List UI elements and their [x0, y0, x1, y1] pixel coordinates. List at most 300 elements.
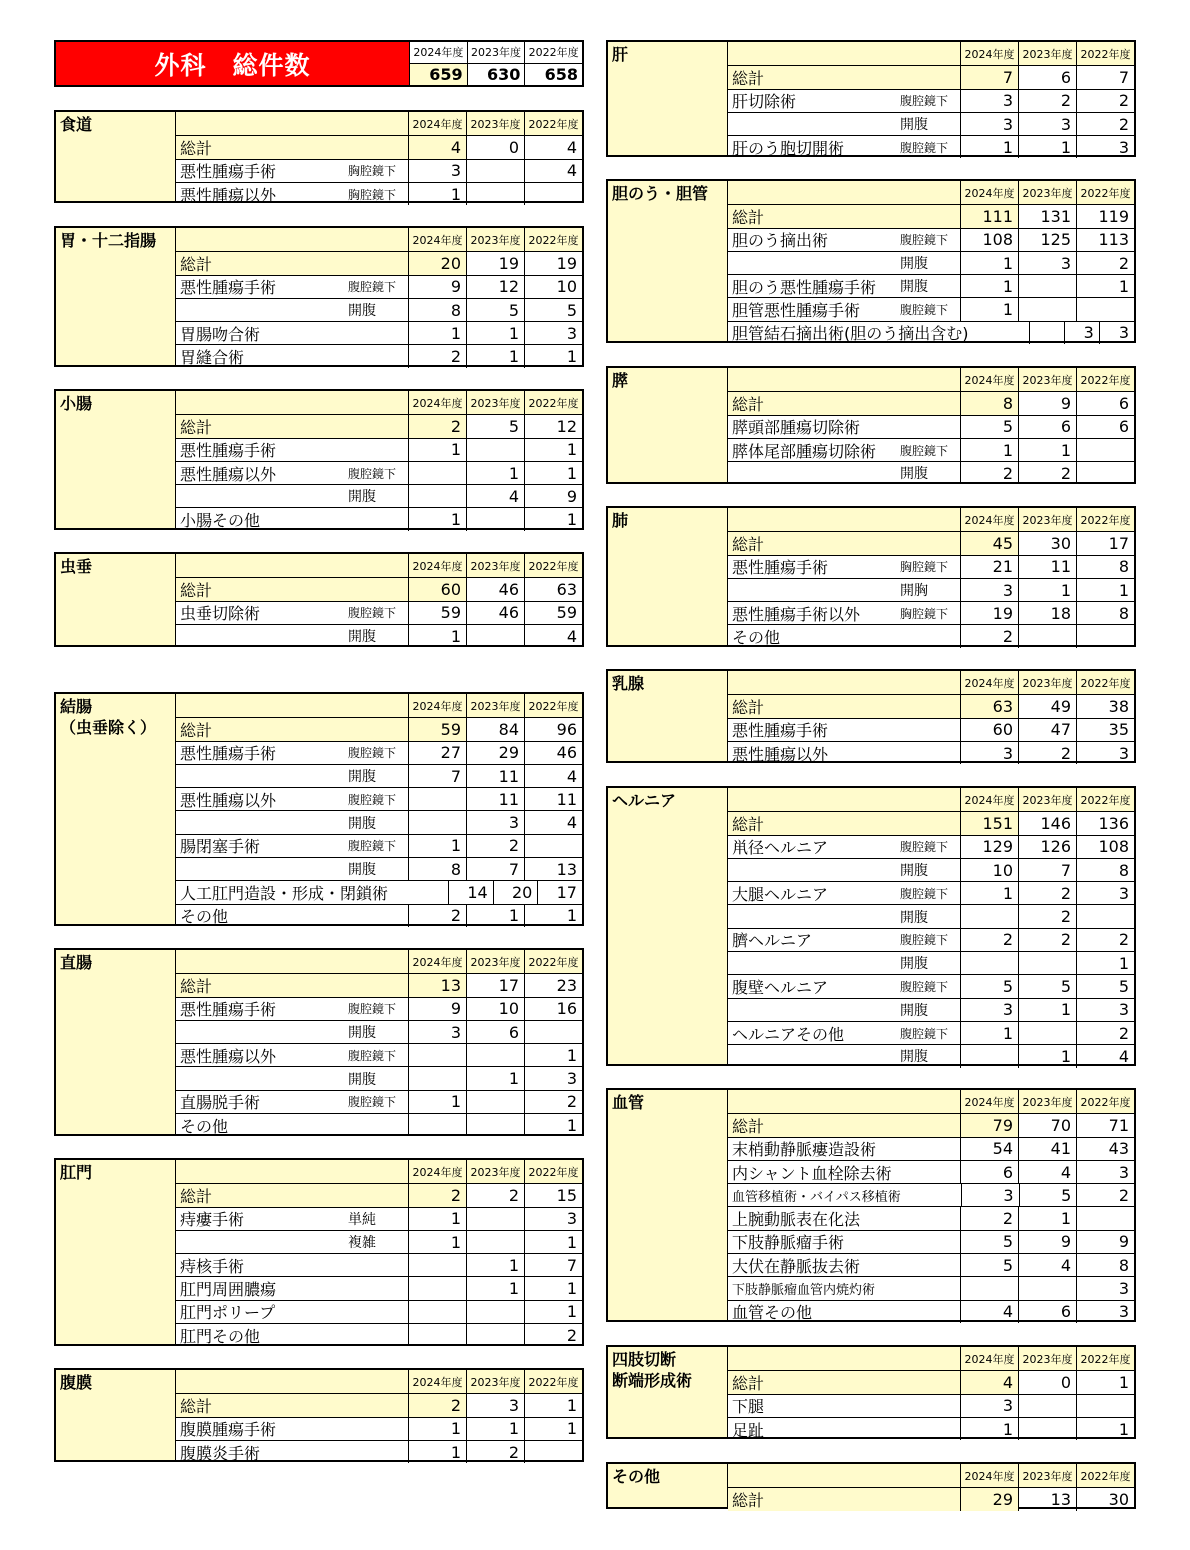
year-header: 2024年度: [960, 368, 1018, 391]
table-row: [176, 321, 582, 344]
count-cell: 3: [1018, 252, 1076, 274]
row-label-cell: [176, 858, 408, 880]
count-cell: 30: [1076, 1488, 1134, 1510]
procedure-label: 総計: [180, 580, 213, 600]
count-cell: 1: [960, 252, 1018, 274]
procedure-label: 総計: [180, 254, 213, 274]
year-header: 2022年度: [524, 391, 582, 414]
row-label-cell: [176, 1208, 408, 1230]
procedure-label: 総計: [180, 138, 213, 158]
procedure-label: 肝のう胞切開術: [732, 138, 845, 158]
procedure-label: 総計: [732, 534, 765, 554]
section-title-text-2: 断端形成術: [612, 1371, 693, 1390]
count-cell: 10: [524, 276, 582, 298]
year-header: 2022年度: [524, 42, 582, 64]
table-row: [728, 718, 1134, 741]
section-rectum: [54, 948, 584, 1136]
section-breast: [606, 669, 1136, 763]
count-cell: 4: [524, 765, 582, 787]
section-title-text: 肛門: [60, 1163, 93, 1182]
count-cell: 3: [1076, 136, 1134, 158]
row-label-cell: [176, 1301, 408, 1323]
table-row: [728, 974, 1134, 997]
count-cell: 9: [1018, 392, 1076, 414]
count-cell: 2: [408, 1184, 466, 1206]
procedure-label: 胆のう摘出術: [732, 231, 829, 251]
year-header: 2023年度: [1018, 1347, 1076, 1370]
procedure-label: その他: [180, 1116, 229, 1136]
approach-label: 複雑: [348, 1235, 376, 1252]
count-cell: 119: [1076, 205, 1134, 227]
table-row: [176, 484, 582, 507]
table-row: [176, 764, 582, 787]
row-label-cell: [728, 66, 960, 88]
table-row: [728, 624, 1134, 647]
table-row: [728, 297, 1134, 320]
count-cell: 5: [1018, 975, 1076, 997]
table-row: [176, 810, 582, 833]
row-label-cell: [728, 1254, 960, 1276]
count-cell: 3: [1099, 322, 1134, 344]
count-cell: [960, 952, 1018, 974]
table-row: [728, 904, 1134, 927]
row-label-cell: [176, 160, 408, 182]
count-cell: [408, 1254, 466, 1276]
count-cell: [466, 1231, 524, 1253]
total-row: [728, 1487, 1134, 1510]
year-header: 2024年度: [960, 1347, 1018, 1370]
approach-label: 腹腔鏡下: [348, 839, 397, 854]
count-cell: [1076, 625, 1134, 647]
count-cell: [466, 1208, 524, 1230]
section-title-text: 胃・十二指腸: [60, 231, 157, 250]
count-cell: 2: [1018, 742, 1076, 764]
row-label-cell: [728, 602, 960, 624]
procedure-label: 総計: [732, 697, 765, 717]
table-row: [728, 741, 1134, 764]
approach-label: 開胸: [900, 583, 928, 600]
approach-label: 開腹: [900, 1049, 928, 1066]
count-cell: 3: [960, 1395, 1018, 1417]
header-blank: [176, 391, 408, 414]
count-cell: 5: [524, 299, 582, 321]
count-cell: 7: [1018, 859, 1076, 881]
approach-label: 開腹: [348, 303, 376, 320]
row-label-cell: [728, 742, 960, 764]
count-cell: 1: [1018, 439, 1076, 461]
year-header: 2024年度: [408, 1160, 466, 1183]
count-cell: 4: [524, 811, 582, 833]
approach-label: 単純: [348, 1211, 376, 1228]
count-cell: 3: [466, 1394, 524, 1416]
approach-label: 開腹: [900, 117, 928, 134]
row-label-cell: [176, 974, 408, 996]
count-cell: 2: [1076, 1022, 1134, 1044]
row-label-cell: [176, 742, 408, 764]
count-cell: 5: [466, 415, 524, 437]
count-cell: 1: [408, 183, 466, 205]
table-row: [728, 601, 1134, 624]
year-header-row: [176, 228, 582, 251]
row-label-cell: [728, 1022, 960, 1044]
year-header: 2023年度: [1018, 1090, 1076, 1113]
row-label-cell: [728, 1045, 960, 1067]
row-label-cell: [176, 578, 408, 600]
count-cell: 2: [960, 625, 1018, 647]
table-row: [728, 112, 1134, 135]
table-row: [728, 438, 1134, 461]
table-row: [176, 624, 582, 647]
approach-label: 開腹: [348, 629, 376, 646]
count-cell: 1: [1076, 1371, 1134, 1393]
table-row: [728, 135, 1134, 158]
approach-label: 腹腔鏡下: [348, 280, 397, 295]
approach-label: 腹腔鏡下: [348, 606, 397, 621]
count-cell: [1076, 462, 1134, 484]
count-cell: 3: [524, 1208, 582, 1230]
count-cell: 2: [408, 905, 466, 927]
table-row: [728, 951, 1134, 974]
procedure-label: 鼡径ヘルニア: [732, 838, 829, 858]
count-cell: [408, 1114, 466, 1136]
procedure-label: ヘルニアその他: [732, 1024, 845, 1044]
table-row: [176, 601, 582, 624]
section-title: [608, 1090, 728, 1320]
year-header: 2022年度: [1076, 1347, 1134, 1370]
row-label-cell: [176, 462, 408, 484]
procedure-label: 痔核手術: [180, 1256, 245, 1276]
table-row: [728, 274, 1134, 297]
row-label-cell: [176, 252, 408, 274]
procedure-label: 総計: [180, 1186, 213, 1206]
row-label-cell: [176, 881, 448, 903]
count-cell: 151: [960, 812, 1018, 834]
procedure-label: 総計: [180, 417, 213, 437]
approach-label: 腹腔鏡下: [348, 1002, 397, 1017]
count-cell: 1: [466, 1277, 524, 1299]
approach-label: 腹腔鏡下: [900, 840, 949, 855]
row-label-cell: [176, 1021, 408, 1043]
count-cell: 4: [466, 485, 524, 507]
row-label-cell: [176, 1091, 408, 1113]
row-label-cell: [728, 1277, 960, 1299]
row-label-cell: [728, 252, 960, 274]
row-label-cell: [176, 299, 408, 321]
count-cell: 2: [524, 1091, 582, 1113]
row-label-cell: [728, 392, 960, 414]
count-cell: 3: [466, 811, 524, 833]
table-row: [728, 998, 1134, 1021]
count-cell: 7: [408, 765, 466, 787]
procedure-label: 大伏在静脈抜去術: [732, 1256, 861, 1276]
row-label-cell: [728, 439, 960, 461]
section-esophagus: [54, 110, 584, 203]
row-label-cell: [176, 1044, 408, 1066]
count-cell: 3: [408, 1021, 466, 1043]
count-cell: [466, 1324, 524, 1346]
year-header: 2022年度: [1076, 1464, 1134, 1487]
procedure-label: 肛門周囲膿瘍: [180, 1280, 277, 1300]
table-row: [176, 507, 582, 530]
count-cell: 1: [960, 298, 1018, 320]
procedure-label: 膵体尾部腫瘍切除術: [732, 441, 877, 461]
section-title-text: 虫垂: [60, 557, 93, 576]
count-cell: 6: [1076, 392, 1134, 414]
row-label-cell: [176, 1394, 408, 1416]
count-cell: 0: [466, 136, 524, 158]
header-blank: [176, 1160, 408, 1183]
row-label-cell: [176, 1184, 408, 1206]
procedure-label: 痔瘻手術: [180, 1210, 245, 1230]
count-cell: 1: [1018, 999, 1076, 1021]
table-row: [176, 1066, 582, 1089]
count-cell: 4: [960, 1371, 1018, 1393]
table-row: [728, 1276, 1134, 1299]
row-label-cell: [728, 462, 960, 484]
approach-label: 腹腔鏡下: [348, 1048, 397, 1063]
row-label-cell: [728, 1371, 960, 1393]
count-cell: 5: [1019, 1184, 1077, 1206]
year-header: 2024年度: [960, 181, 1018, 204]
count-cell: 1: [408, 322, 466, 344]
count-cell: 3: [524, 1067, 582, 1089]
table-row: [176, 182, 582, 205]
section-title: [608, 508, 728, 645]
section-peritoneum: [54, 1368, 584, 1462]
row-label-cell: [176, 415, 408, 437]
section-gallbladder: [606, 179, 1136, 343]
count-cell: [1076, 439, 1134, 461]
count-cell: 2: [466, 1184, 524, 1206]
count-cell: 8: [1076, 1254, 1134, 1276]
count-cell: 5: [960, 975, 1018, 997]
count-cell: 9: [1018, 1231, 1076, 1253]
table-row: [176, 880, 582, 903]
total-row: [728, 811, 1134, 834]
table-row: [728, 89, 1134, 112]
row-label-cell: [728, 556, 960, 578]
count-cell: 2: [960, 929, 1018, 951]
procedure-label: 足趾: [732, 1420, 765, 1440]
row-label-cell: [728, 905, 960, 927]
count-cell: 96: [524, 718, 582, 740]
count-cell: 12: [466, 276, 524, 298]
procedure-label: 末梢動静脈瘻造設術: [732, 1140, 877, 1160]
count-cell: 70: [1018, 1114, 1076, 1136]
row-label-cell: [728, 1488, 960, 1510]
count-cell: 1: [524, 1301, 582, 1323]
count-cell: 2: [1018, 882, 1076, 904]
approach-label: 腹腔鏡下: [900, 303, 949, 318]
count-cell: 2: [524, 1324, 582, 1346]
row-label-cell: [176, 322, 408, 344]
count-cell: [1018, 1022, 1076, 1044]
count-cell: 1: [524, 905, 582, 927]
approach-label: 胸腔鏡下: [900, 606, 949, 621]
count-cell: 18: [1018, 602, 1076, 624]
row-label-cell: [176, 1067, 408, 1089]
procedure-label: 総計: [732, 1490, 765, 1510]
table-row: [728, 461, 1134, 484]
year-header: 2022年度: [1076, 788, 1134, 811]
procedure-label: 胃縫合術: [180, 348, 245, 368]
header-blank: [728, 1464, 960, 1487]
count-cell: 2: [408, 415, 466, 437]
procedure-label: 臍ヘルニア: [732, 931, 813, 951]
count-cell: 1: [466, 322, 524, 344]
count-cell: 60: [408, 578, 466, 600]
count-cell: 35: [1076, 719, 1134, 741]
year-header-row: [728, 181, 1134, 204]
section-title: [56, 391, 176, 528]
total-row: [728, 65, 1134, 88]
approach-label: 腹腔鏡下: [900, 443, 949, 458]
count-cell: 1: [524, 1418, 582, 1440]
year-header: 2022年度: [524, 1160, 582, 1183]
page-title: 外科 総件数: [56, 42, 410, 85]
section-title: [56, 694, 176, 924]
procedure-label: その他: [732, 628, 781, 648]
row-label-cell: [728, 90, 960, 112]
row-label-cell: [728, 136, 960, 158]
table-row: [176, 1323, 582, 1346]
year-header: 2023年度: [1018, 508, 1076, 531]
year-header: 2023年度: [467, 42, 525, 64]
row-label-cell: [728, 1207, 960, 1229]
count-cell: 1: [466, 345, 524, 367]
count-cell: [1018, 275, 1076, 297]
section-pancreas: [606, 366, 1136, 484]
row-label-cell: [176, 1324, 408, 1346]
year-header-row: [176, 112, 582, 135]
year-header-row: [728, 508, 1134, 531]
section-title-text: 結腸: [60, 697, 93, 716]
procedure-label: 総計: [732, 394, 765, 414]
count-cell: 1: [408, 1231, 466, 1253]
count-cell: 2: [408, 1394, 466, 1416]
approach-label: 開腹: [900, 279, 928, 296]
approach-label: 開腹: [348, 1071, 376, 1088]
header-blank: [728, 671, 960, 694]
count-cell: 1: [524, 1044, 582, 1066]
row-label-cell: [176, 625, 408, 647]
approach-label: 胸腔鏡下: [900, 560, 949, 575]
count-cell: [1018, 625, 1076, 647]
table-row: [728, 1160, 1134, 1183]
year-header-row: [176, 694, 582, 717]
count-cell: 4: [524, 625, 582, 647]
procedure-label: 悪性腫瘍手術: [180, 744, 277, 764]
header-blank: [176, 112, 408, 135]
count-cell: [466, 1114, 524, 1136]
count-cell: [1076, 1207, 1134, 1229]
count-cell: [408, 1301, 466, 1323]
year-header: 2023年度: [466, 112, 524, 135]
count-cell: 4: [1018, 1161, 1076, 1183]
row-label-cell: [728, 579, 960, 601]
count-cell: 1: [408, 625, 466, 647]
count-cell: [408, 1277, 466, 1299]
count-cell: 10: [466, 998, 524, 1020]
year-header: 2024年度: [410, 42, 467, 64]
count-cell: 2: [466, 835, 524, 857]
approach-label: 開腹: [900, 956, 928, 973]
year-header: 2024年度: [408, 554, 466, 577]
procedure-label: 人工肛門造設・形成・閉鎖術: [180, 884, 389, 904]
table-row: [728, 415, 1134, 438]
year-header-row: [728, 1090, 1134, 1113]
approach-label: 腹腔鏡下: [900, 1026, 949, 1041]
row-label-cell: [176, 1418, 408, 1440]
count-cell: 3: [1076, 882, 1134, 904]
procedure-label: 総計: [180, 720, 213, 740]
count-cell: 79: [960, 1114, 1018, 1136]
section-hernia: [606, 786, 1136, 1066]
procedure-label: 肛門その他: [180, 1326, 261, 1346]
count-cell: 2: [1018, 929, 1076, 951]
table-row: [728, 578, 1134, 601]
count-cell: 29: [466, 742, 524, 764]
section-title-text: 胆のう・胆管: [612, 184, 709, 203]
count-cell: [960, 1277, 1018, 1299]
total-row: [728, 204, 1134, 227]
count-cell: 46: [466, 602, 524, 624]
total-row: [728, 531, 1134, 554]
header-blank: [728, 181, 960, 204]
count-cell: 43: [1076, 1138, 1134, 1160]
table-row: [176, 1440, 582, 1463]
count-cell: [1076, 298, 1134, 320]
count-cell: 63: [524, 578, 582, 600]
section-title: [608, 671, 728, 761]
count-cell: 15: [524, 1184, 582, 1206]
procedure-label: 悪性腫瘍手術: [180, 1000, 277, 1020]
count-cell: 4: [960, 1301, 1018, 1323]
grand-total-2024: 659: [410, 64, 467, 86]
count-cell: 14: [448, 881, 493, 903]
section-title-text: 肝: [612, 45, 629, 64]
procedure-label: 血管移植術・バイパス移植術: [732, 1189, 901, 1205]
count-cell: 4: [408, 136, 466, 158]
count-cell: 3: [1064, 322, 1099, 344]
section-appendix: [54, 552, 584, 647]
row-label-cell: [176, 718, 408, 740]
count-cell: 17: [537, 881, 582, 903]
row-label-cell: [176, 602, 408, 624]
section-title: [608, 1347, 728, 1437]
count-cell: 3: [524, 322, 582, 344]
table-row: [176, 438, 582, 461]
count-cell: 21: [960, 556, 1018, 578]
section-lung: [606, 506, 1136, 647]
procedure-label: 胆管結石摘出術(胆のう摘出含む): [732, 324, 969, 344]
approach-label: 腹腔鏡下: [900, 886, 949, 901]
section-title-text: 膵: [612, 371, 629, 390]
procedure-label: 肝切除術: [732, 92, 797, 112]
section-title: [608, 788, 728, 1064]
count-cell: 3: [960, 90, 1018, 112]
year-header: 2023年度: [466, 228, 524, 251]
row-label-cell: [728, 882, 960, 904]
procedure-label: 下肢静脈瘤手術: [732, 1233, 845, 1253]
procedure-label: 膵頭部腫瘍切除術: [732, 418, 861, 438]
section-stomach: [54, 226, 584, 367]
count-cell: 3: [408, 160, 466, 182]
count-cell: 1: [524, 345, 582, 367]
table-row: [728, 1137, 1134, 1160]
approach-label: 腹腔鏡下: [900, 94, 949, 109]
row-label-cell: [728, 298, 960, 320]
